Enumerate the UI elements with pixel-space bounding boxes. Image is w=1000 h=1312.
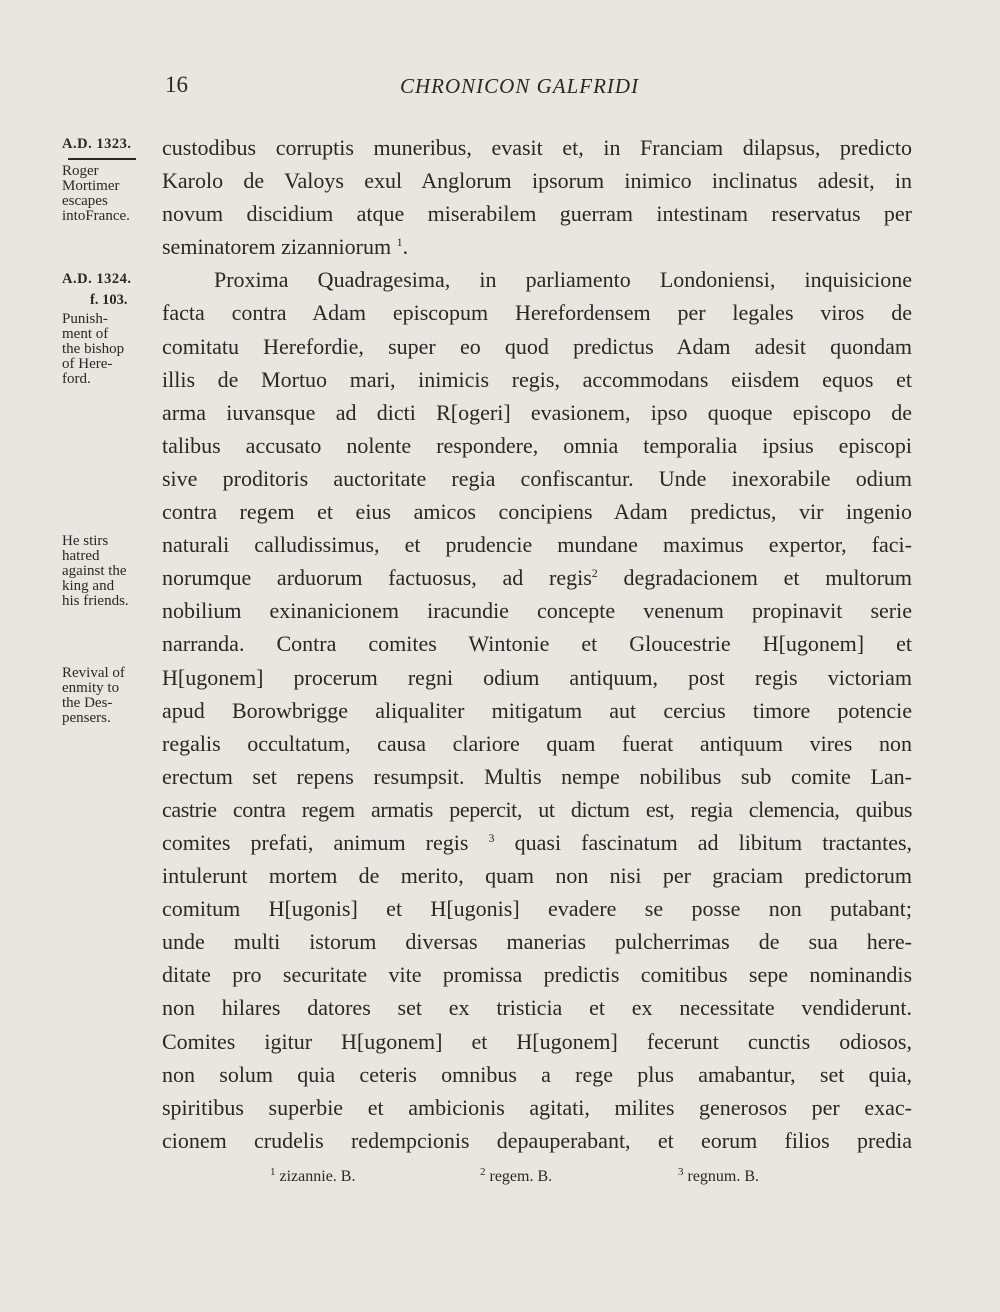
text-line: narranda. Contra comites Wintonie et Gloucestrie H[ugonem] et <box>162 631 912 657</box>
text-segment: quasi fascinatum ad libitum tractantes, <box>514 829 913 855</box>
text-line: regalis occultatum, causa clariore quam fuerat antiquum vires non <box>162 730 912 756</box>
text-line: non hilares datores set ex tristicia et ex necessitate vendiderunt. <box>162 995 912 1021</box>
footnote-text: zizannie. B. <box>279 1168 356 1185</box>
margin-folio: f. 103. <box>90 292 128 308</box>
margin-note: Punish- ment of the bishop of Here- ford. <box>62 311 125 387</box>
footnote-mark: 2 <box>480 1166 486 1178</box>
footnote-ref: 2 <box>591 566 598 581</box>
text-line: illis de Mortuo mari, inimicis regis, accommodans eiisdem equos et <box>162 366 912 392</box>
margin-note: He stirs hatred against the king and his friends. <box>62 533 129 609</box>
page-header <box>0 72 1000 106</box>
footnote <box>678 1168 759 1186</box>
text-segment: norumque arduorum factuosus, ad regis <box>162 565 592 591</box>
footnote-ref: 3 <box>488 830 495 845</box>
text-line: ditate pro securitate vite promissa predictis comitibus sepe nominandis <box>162 962 912 988</box>
footnote <box>270 1168 355 1186</box>
margin-date: A.D. 1324. <box>62 271 132 287</box>
text-line <box>162 826 912 859</box>
text-line: spiritibus superbie et ambicionis agitati, milites generosos per exac- <box>162 1094 912 1120</box>
text-line: facta contra Adam episcopum Herefordensem per legales viros de <box>162 300 912 326</box>
running-title: CHRONICON GALFRIDI <box>400 74 640 98</box>
margin-note: Revival of enmity to the Des- pensers. <box>62 665 125 726</box>
text-line: cionem crudelis redempcionis depauperabant, et eorum filios predia <box>162 1127 912 1153</box>
text-line: talibus accusato nolente respondere, omnia temporalia ipsius episcopi <box>162 432 912 458</box>
footnote <box>480 1168 552 1186</box>
text-line: intulerunt mortem de merito, quam non nisi per graciam predictorum <box>162 863 912 889</box>
text-line: Karolo de Valoys exul Anglorum ipsorum inimico inclinatus adesit, in <box>162 168 912 194</box>
margin-note-group-4 <box>62 666 162 726</box>
text-line: contra regem et eius amicos concipiens Adam predictus, vir ingenio <box>162 499 912 525</box>
text-line: Comites igitur H[ugonem] et H[ugonem] fecerunt cunctis odiosos, <box>162 1028 912 1054</box>
text-line: novum discidium atque miserabilem guerram intestinam reservatus per <box>162 201 912 227</box>
body-text <box>162 131 912 1157</box>
text-line <box>162 561 912 594</box>
footnote-text: regnum. B. <box>687 1168 760 1185</box>
text-line: nobilium exinanicionem iracundie concepte venenum propinavit serie <box>162 598 912 624</box>
text-line: non solum quia ceteris omnibus a rege plus amabantur, set quia, <box>162 1061 912 1087</box>
text-line: castrie contra regem armatis pepercit, ut dictum est, regia clemencia, quibus <box>162 796 912 822</box>
text-segment: comites prefati, animum regis <box>162 829 469 855</box>
text-segment: seminatorem zizanniorum <box>162 234 392 260</box>
text-line: erectum set repens resumpsit. Multis nempe nobilibus sub comite Lan- <box>162 763 912 789</box>
text-line <box>162 230 912 263</box>
footnote-mark: 1 <box>270 1166 276 1178</box>
text-line: custodibus corruptis muneribus, evasit et, in Franciam dilapsus, predicto <box>162 135 912 160</box>
margin-date: A.D. 1323. <box>62 136 132 152</box>
text-line: naturali calludissimus, et prudencie mundane maximus expertor, faci- <box>162 532 912 558</box>
text-segment: . <box>402 234 409 260</box>
text-line: sive proditoris auctoritate regia confiscantur. Unde inexorabile odium <box>162 465 912 491</box>
footnote-ref: 1 <box>396 235 403 250</box>
page-number: 16 <box>165 72 188 97</box>
margin-note-group-2 <box>62 272 162 387</box>
text-line: Proxima Quadragesima, in parliamento Londoniensi, inquisicione <box>214 267 912 293</box>
footnotes <box>0 1168 1000 1198</box>
text-line: comitatu Herefordie, super eo quod predictus Adam adesit quondam <box>162 333 912 359</box>
footnote-mark: 3 <box>678 1166 684 1178</box>
text-line: apud Borowbrigge aliqualiter mitigatum aut cercius timore potencie <box>162 697 912 723</box>
text-line: H[ugonem] procerum regni odium antiquum, post regis victoriam <box>162 664 912 690</box>
text-line: unde multi istorum diversas manerias pulcherrimas de sua here- <box>162 929 912 955</box>
footnote-text: regem. B. <box>489 1168 553 1185</box>
margin-note-group-1 <box>62 137 162 224</box>
margin-note-group-3 <box>62 534 162 609</box>
text-line: comitum H[ugonis] et H[ugonis] evadere se posse non putabant; <box>162 896 912 922</box>
margin-note: Roger Mortimer escapes intoFrance. <box>62 163 130 224</box>
text-line: arma iuvansque ad dicti R[ogeri] evasionem, ipso quoque episcopo de <box>162 399 912 425</box>
margin-rule <box>68 158 136 160</box>
text-segment: degradacionem et multorum <box>623 565 913 591</box>
